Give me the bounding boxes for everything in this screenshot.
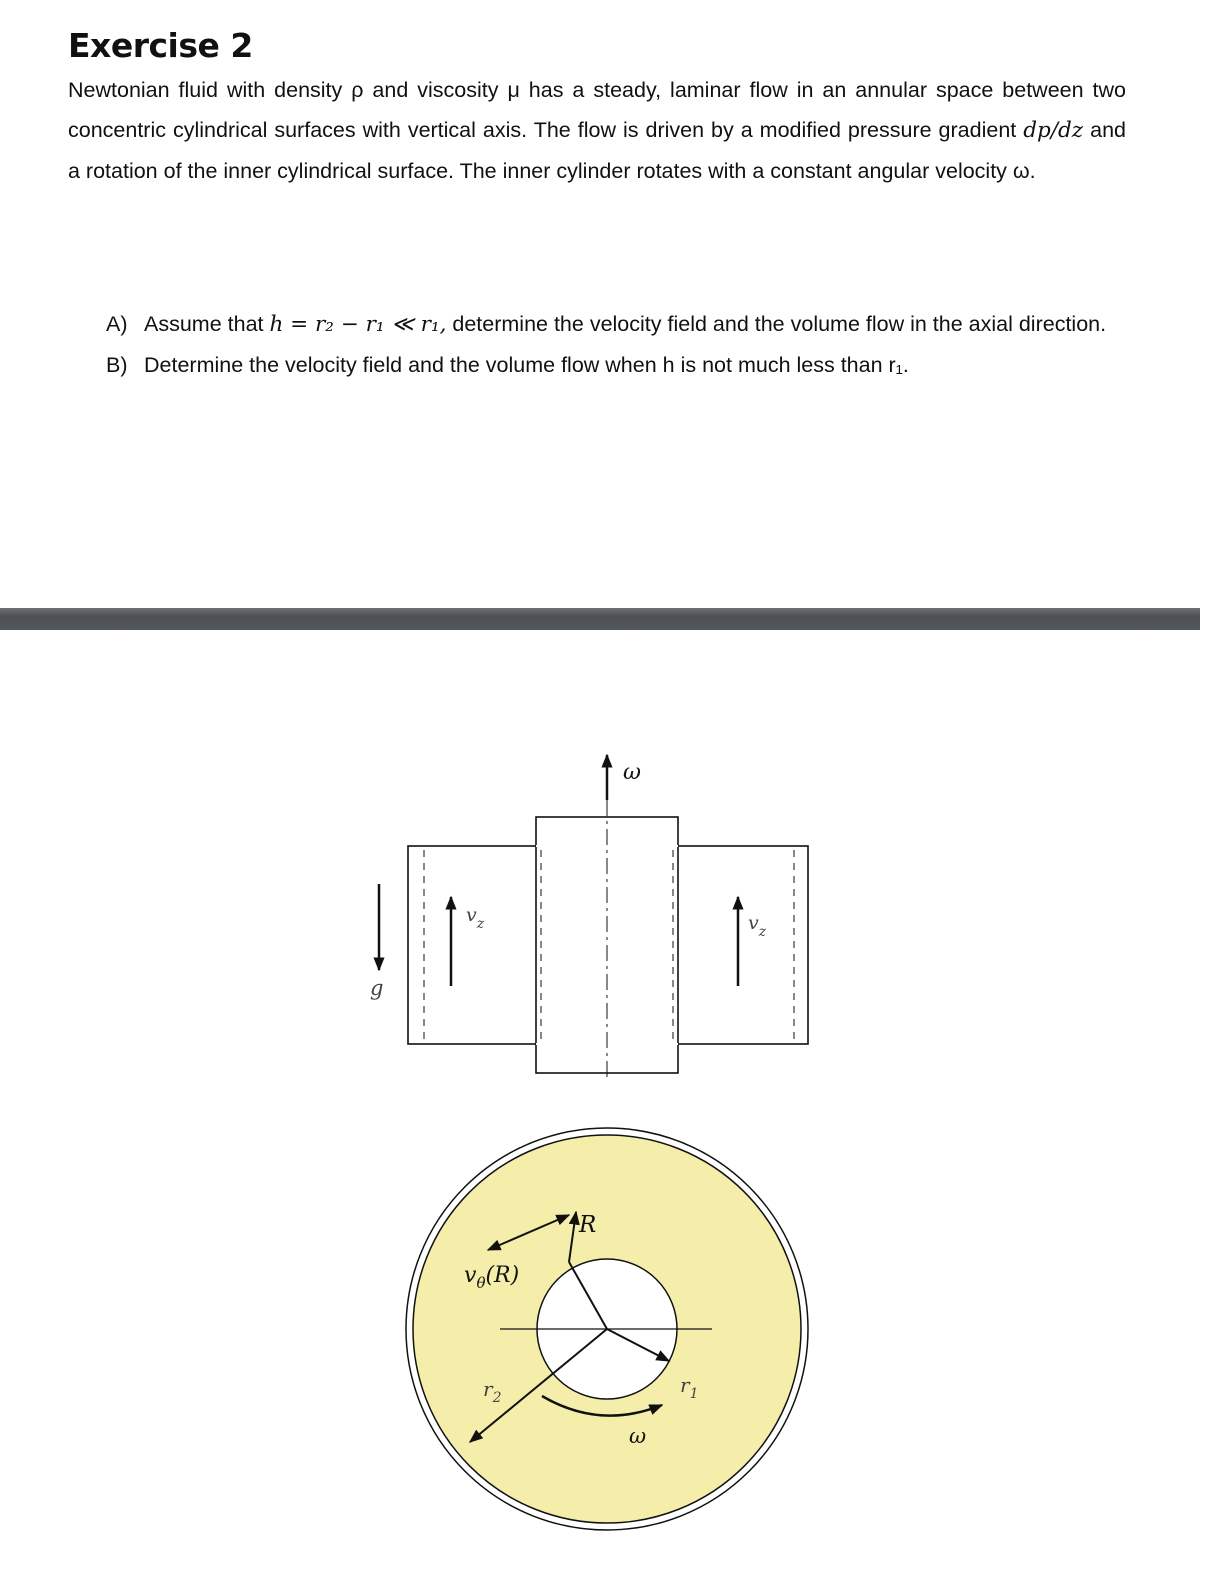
- r2-label: $r_2$: [483, 1377, 502, 1406]
- question-a-math: h = r₂ − r₁ ≪ r₁,: [269, 312, 447, 337]
- question-b-label: B): [106, 353, 128, 377]
- question-a-text-before: Assume that: [144, 312, 270, 336]
- exercise-title: Exercise 2: [68, 26, 253, 65]
- r1-label: $r_1$: [680, 1373, 699, 1402]
- vz-right-label: $v_z$: [748, 912, 767, 940]
- v-theta-label: $v_\theta(R)$: [464, 1263, 520, 1292]
- question-a-text-after: determine the velocity field and the volume flow in the axial direction.: [446, 312, 1107, 336]
- gravity-label: g: [370, 976, 384, 1000]
- intro-math-pressure-gradient: dp/dz: [1023, 118, 1084, 143]
- side-view: [379, 755, 808, 1078]
- vz-left-label: $v_z$: [466, 904, 485, 932]
- intro-text-part2: and a rotation of the inner cylindrical surface. The inner cylinder rotates with a constant angular velocity ω.: [68, 118, 1126, 183]
- question-b-text: Determine the velocity field and the volume flow when h is not much less than r₁.: [144, 353, 909, 377]
- cross-section-view: [406, 1128, 808, 1530]
- omega-bottom-label: ω: [629, 1424, 647, 1448]
- question-a-label: A): [106, 312, 128, 336]
- intro-text-part1: Newtonian fluid with density ρ and viscosity μ has a steady, laminar flow in an annular space between two concentric cylindrical surfaces with vertical axis. The flow is driven by a modified pressure gradient: [68, 78, 1126, 142]
- R-label: R: [579, 1212, 597, 1238]
- omega-top-label: ω: [623, 760, 641, 785]
